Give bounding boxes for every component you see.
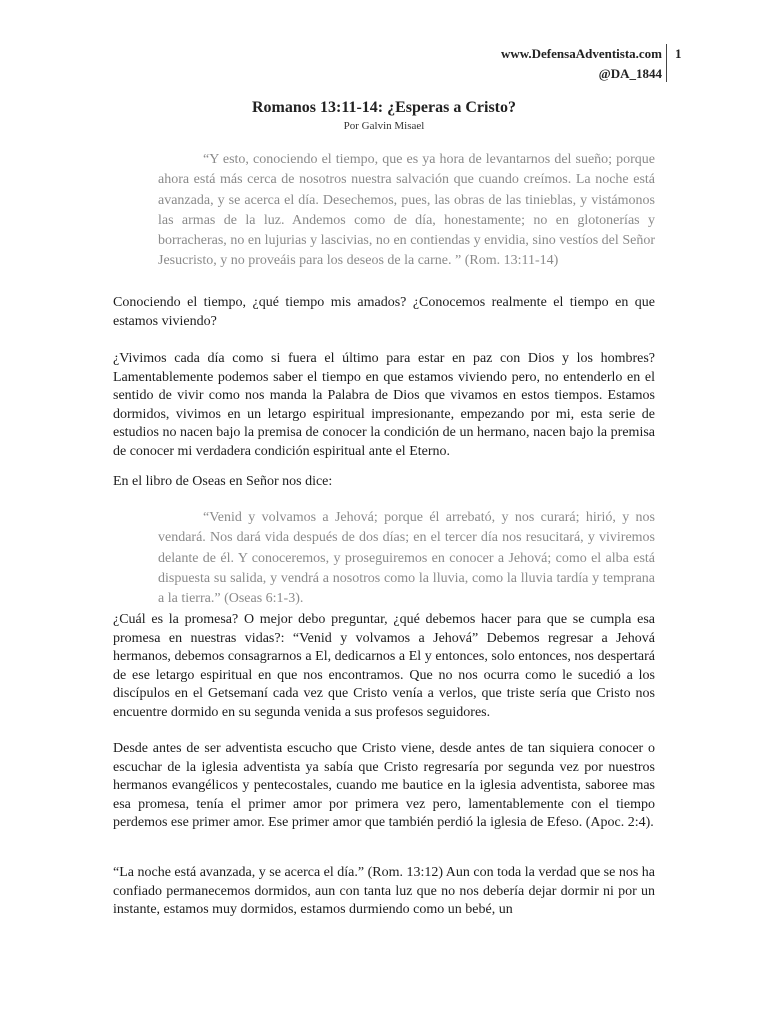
page-number: 1	[675, 46, 682, 61]
block-quote-romans: “Y esto, conociendo el tiempo, que es ya hora de levantarnos del sueño; porque ahora está más cerca de nosotros nuestra salvación que cuando creímos. La noche está avanzada, y se acerca el día. Desechemos, pues, las obras de las tinieblas, y vistámonos las armas de la luz. Andemos como de día, honestamente; no en glotonerías y borracheras, no en lujurias y lascivias, no en contiendas y envidia, sino vestíos del Señor Jesucristo, y no proveáis para los deseos de la carne. ” (Rom. 13:11-14)	[158, 152, 655, 269]
header-divider	[666, 44, 667, 82]
page-header	[501, 44, 662, 84]
social-handle: @DA_1844	[598, 66, 662, 81]
body-paragraph: En el libro de Oseas en Señor nos dice:	[113, 474, 333, 489]
body-paragraph: Conociendo el tiempo, ¿qué tiempo mis amados? ¿Conocemos realmente el tiempo en que estamos viviendo?	[113, 295, 655, 329]
body-paragraph: “La noche está avanzada, y se acerca el día.” (Rom. 13:12) Aun con toda la verdad que se nos ha confiado permanecemos dormidos, aun con tanta luz que no nos debería dejar dormir ni por un instante, estamos muy dormidos, estamos durmiendo como un bebé, un	[113, 865, 655, 918]
block-quote-oseas: “Venid y volvamos a Jehová; porque él arrebató, y nos curará; hirió, y nos vendará. Nos dará vida después de dos días; en el tercer día nos resucitará, y viviremos delante de él. Y conoceremos, y proseguiremos en conocer a Jehová; como el alba está dispuesta su salida, y vendrá a nosotros como la lluvia, como la lluvia tardía y temprana a la tierra.” (Oseas 6:1-3).	[158, 510, 655, 607]
body-paragraph: ¿Cuál es la promesa? O mejor debo preguntar, ¿qué debemos hacer para que se cumpla esa promesa en nuestras vidas?: “Venid y volvamos a Jehová” Debemos regresar a Jehová hermanos, debemos consagrarnos a El, dedicarnos a El y entonces, solo entonces, nos despertará de ese letargo espiritual en que nos encontramos. Que no nos ocurra como le sucedió a los discípulos en el Getsemaní cada vez que Cristo venía a verlos, que triste sería que Cristo nos encuentre dormido en su segunda venida a sus profesos seguidores.	[113, 612, 655, 720]
document-author: Por Galvin Misael	[343, 120, 425, 132]
body-paragraph: Desde antes de ser adventista escucho que Cristo viene, desde antes de tan siquiera conocer o escuchar de la iglesia adventista ya sabía que Cristo regresaría por segunda vez por nuestros hermanos evangélicos y pentecostales, cuando me bautice en la iglesia adventista, saboree mas esa promesa, tenía el primer amor por primera vez pero, lamentablemente con el tiempo perdemos ese primer amor. Ese primer amor que también perdió la iglesia de Efeso. (Apoc. 2:4).	[113, 741, 655, 831]
document-title: Romanos 13:11-14: ¿Esperas a Cristo?	[252, 99, 516, 116]
body-paragraph: ¿Vivimos cada día como si fuera el último para estar en paz con Dios y los hombres? Lamentablemente podemos saber el tiempo en que estamos viviendo pero, no entenderlo en el sentido de vivir como nos manda la Palabra de Dios que vivamos en estos tiempos. Estamos dormidos, vivimos en un letargo espiritual impresionante, empezando por mi, esta serie de estudios no nacen bajo la premisa de conocer la condición de un hermano, nacen bajo la premisa de conocer mi verdadera condición espiritual ante el Eterno.	[113, 351, 655, 459]
website-link[interactable]: www.DefensaAdventista.com	[500, 46, 662, 61]
